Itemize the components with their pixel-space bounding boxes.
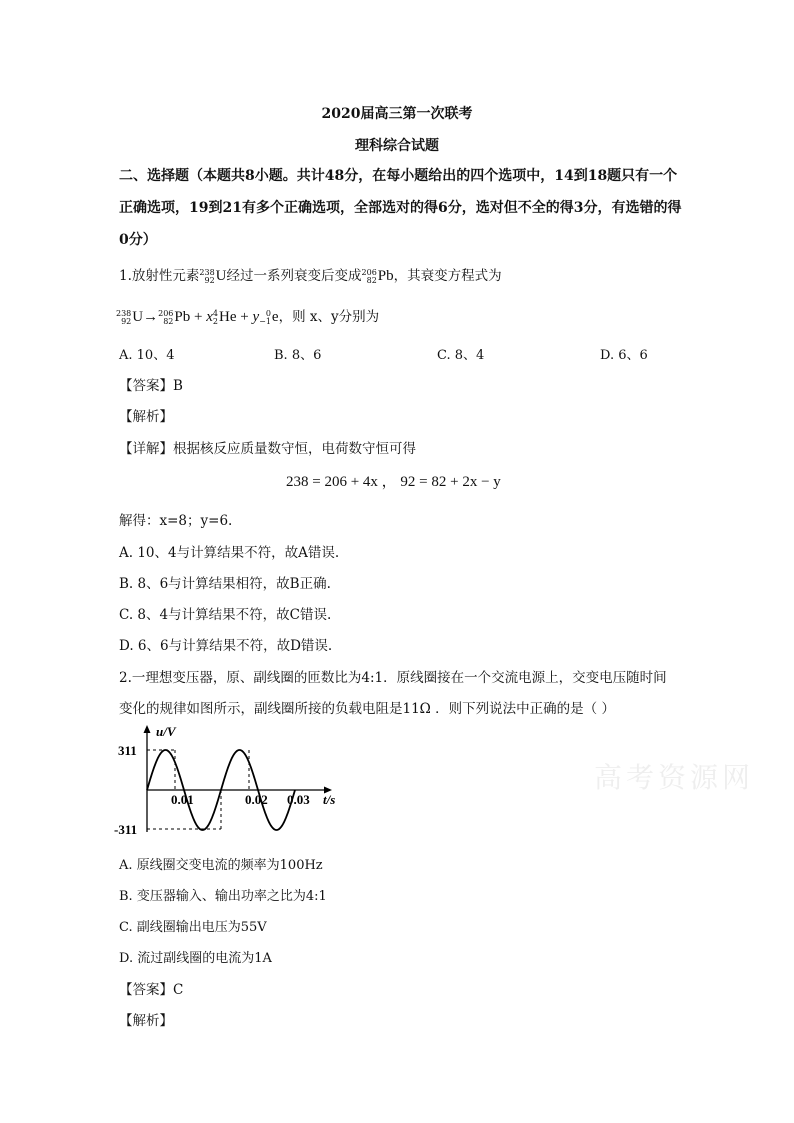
y-axis-arrow-icon [144, 725, 151, 733]
q2-option-d: D. 流过副线圈的电流为1A [119, 951, 272, 966]
q1-eq-tail: ，则 x、y分别为 [278, 309, 380, 325]
q1-detail: 【详解】根据核反应质量数守恒，电荷数守恒可得 [119, 441, 416, 457]
nuclide-u-indices: 238 92 [199, 267, 215, 285]
x-tick-2: 0.02 [245, 792, 268, 807]
q1-option-d: D. 6、6 [600, 348, 648, 363]
x-tick-3: 0.03 [287, 792, 310, 807]
y-max-label: 311 [118, 743, 137, 758]
nuclide-u-symbol: U [215, 268, 227, 284]
q2-stem-line1: 2.一理想变压器，原、副线圈的匝数比为4:1．原线圈接在一个交流电源上，交变电压随时间 [119, 670, 667, 686]
q2-option-b: B. 变压器输入、输出功率之比为4:1 [119, 889, 327, 904]
q1-option-c: C. 8、4 [437, 348, 485, 363]
q1-stem-suffix: ，其衰变方程式为 [393, 268, 502, 284]
q2-option-c: C. 副线圈输出电压为55V [119, 920, 267, 935]
q2-stem-line2: 变化的规律如图所示，副线圈所接的负载电阻是11Ω ．则下列说法中正确的是（ ） [119, 701, 615, 717]
section-heading-line2: 正确选项，19到21有多个正确选项，全部选对的得6分，选对但不全的得3分，有选错的得 [119, 200, 682, 216]
q1-decay-equation: 238 92U→206 82Pb + x4 2He + y 0 −1e，则 x、y分别为 [116, 308, 380, 326]
q1-explanation-a: A. 10、4与计算结果不符，故A错误. [119, 545, 340, 561]
nuclide-pb-indices: 206 82 [361, 267, 377, 285]
arrow-icon: → [143, 309, 159, 325]
q1-stem-mid: 经过一系列衰变后变成 [226, 268, 362, 284]
nuclide-pb-symbol: Pb [377, 268, 394, 284]
q2-answer: 【答案】C [119, 982, 184, 998]
watermark-logo: 高考资源网 [594, 761, 755, 794]
section-heading-line1: 二、选择题（本题共8小题。共计48分，在每小题给出的四个选项中，14到18题只有一个 [119, 168, 678, 184]
q1-option-a: A. 10、4 [119, 348, 175, 363]
q1-solve: 解得：x=8；y=6. [119, 513, 233, 529]
q2-analysis-heading: 【解析】 [119, 1013, 173, 1029]
y-min-label: -311 [114, 822, 138, 837]
q1-explanation-c: C. 8、4与计算结果不符，故C错误. [119, 607, 332, 623]
document-title: 2020届高三第一次联考 [321, 106, 473, 122]
q1-explanation-b: B. 8、6与计算结果相符，故B正确. [119, 576, 331, 592]
document-subtitle: 理科综合试题 [355, 138, 439, 154]
q1-stem-prefix: 1.放射性元素 [119, 268, 200, 284]
q1-answer: 【答案】B [119, 378, 183, 394]
section-heading-line3: 0分） [119, 232, 157, 248]
q1-stem [119, 264, 502, 285]
x-tick-1: 0.01 [171, 792, 194, 807]
q1-analysis-heading: 【解析】 [119, 409, 173, 425]
q2-option-a: A. 原线圈交变电流的频率为100Hz [119, 858, 323, 873]
q1-explanation-d: D. 6、6与计算结果不符，故D错误. [119, 638, 333, 654]
q1-conservation-equation: 238 = 206 + 4x ， 92 = 82 + 2x − y [286, 474, 501, 490]
x-axis-label: t/s [323, 792, 336, 807]
voltage-time-graph [114, 722, 360, 837]
q1-option-b: B. 8、6 [274, 348, 322, 363]
y-axis-label: u/V [156, 724, 176, 739]
